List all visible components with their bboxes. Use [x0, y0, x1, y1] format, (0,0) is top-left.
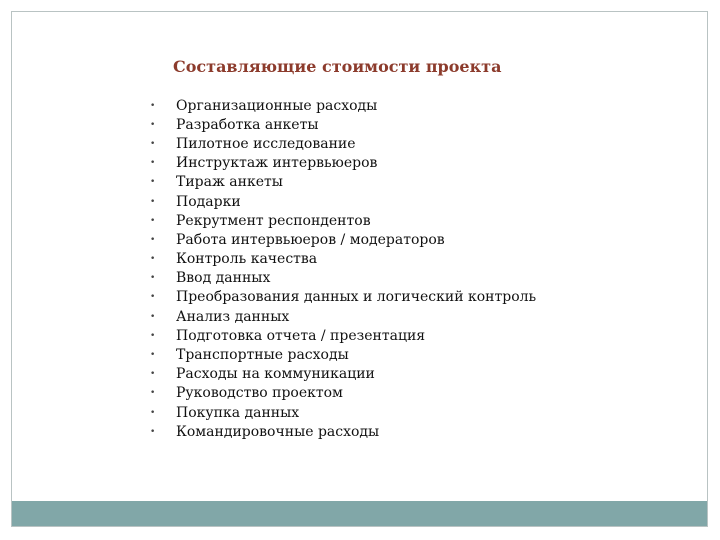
list-item-text: Ввод данных — [176, 270, 271, 287]
bullet-icon: • — [150, 311, 156, 322]
list-item — [150, 365, 536, 384]
list-item-text: Пилотное исследование — [176, 135, 356, 152]
bullet-icon: • — [150, 292, 156, 303]
bullet-icon: • — [150, 254, 156, 265]
list-item — [150, 192, 536, 211]
bullet-icon: • — [150, 100, 156, 111]
list-item-text: Рекрутмент респондентов — [176, 212, 371, 229]
list-item-text: Разработка анкеты — [176, 116, 319, 133]
list-item — [150, 288, 536, 307]
bullet-icon: • — [150, 369, 156, 380]
list-item-text: Подготовка отчета / презентация — [176, 327, 426, 344]
list-item — [150, 134, 536, 153]
list-item — [150, 173, 536, 192]
bullet-icon: • — [150, 119, 156, 130]
slide — [11, 11, 708, 527]
list-item-text: Тираж анкеты — [176, 174, 283, 191]
cost-components-list — [150, 96, 536, 441]
list-item-text: Расходы на коммуникации — [176, 366, 375, 383]
list-item-text: Покупка данных — [176, 404, 300, 421]
bullet-icon: • — [150, 426, 156, 437]
list-item-text: Подарки — [176, 193, 241, 210]
list-item — [150, 269, 536, 288]
list-item — [150, 345, 536, 364]
list-item-text: Командировочные расходы — [176, 423, 380, 440]
list-item-text: Контроль качества — [176, 251, 318, 268]
bullet-icon: • — [150, 196, 156, 207]
bullet-icon: • — [150, 215, 156, 226]
list-item — [150, 326, 536, 345]
list-item-text: Работа интервьюеров / модераторов — [176, 231, 445, 248]
bullet-icon: • — [150, 138, 156, 149]
bullet-icon: • — [150, 177, 156, 188]
list-item — [150, 384, 536, 403]
list-item-text: Анализ данных — [176, 308, 290, 325]
list-item — [150, 230, 536, 249]
list-item-text: Транспортные расходы — [176, 347, 349, 364]
bullet-icon: • — [150, 158, 156, 169]
bullet-icon: • — [150, 330, 156, 341]
list-item — [150, 422, 536, 441]
slide-title: Составляющие стоимости проекта — [173, 57, 502, 76]
list-item — [150, 115, 536, 134]
list-item — [150, 211, 536, 230]
list-item — [150, 154, 536, 173]
list-item — [150, 403, 536, 422]
list-item — [150, 96, 536, 115]
list-item — [150, 250, 536, 269]
bullet-icon: • — [150, 407, 156, 418]
bullet-icon: • — [150, 273, 156, 284]
list-item-text: Инструктаж интервьюеров — [176, 155, 378, 172]
bullet-icon: • — [150, 388, 156, 399]
list-item-text: Руководство проектом — [176, 385, 343, 402]
list-item — [150, 307, 536, 326]
bullet-icon: • — [150, 350, 156, 361]
footer-bar — [12, 501, 707, 526]
bullet-icon: • — [150, 234, 156, 245]
list-item-text: Организационные расходы — [176, 97, 378, 114]
list-item-text: Преобразования данных и логический контроль — [176, 289, 537, 306]
